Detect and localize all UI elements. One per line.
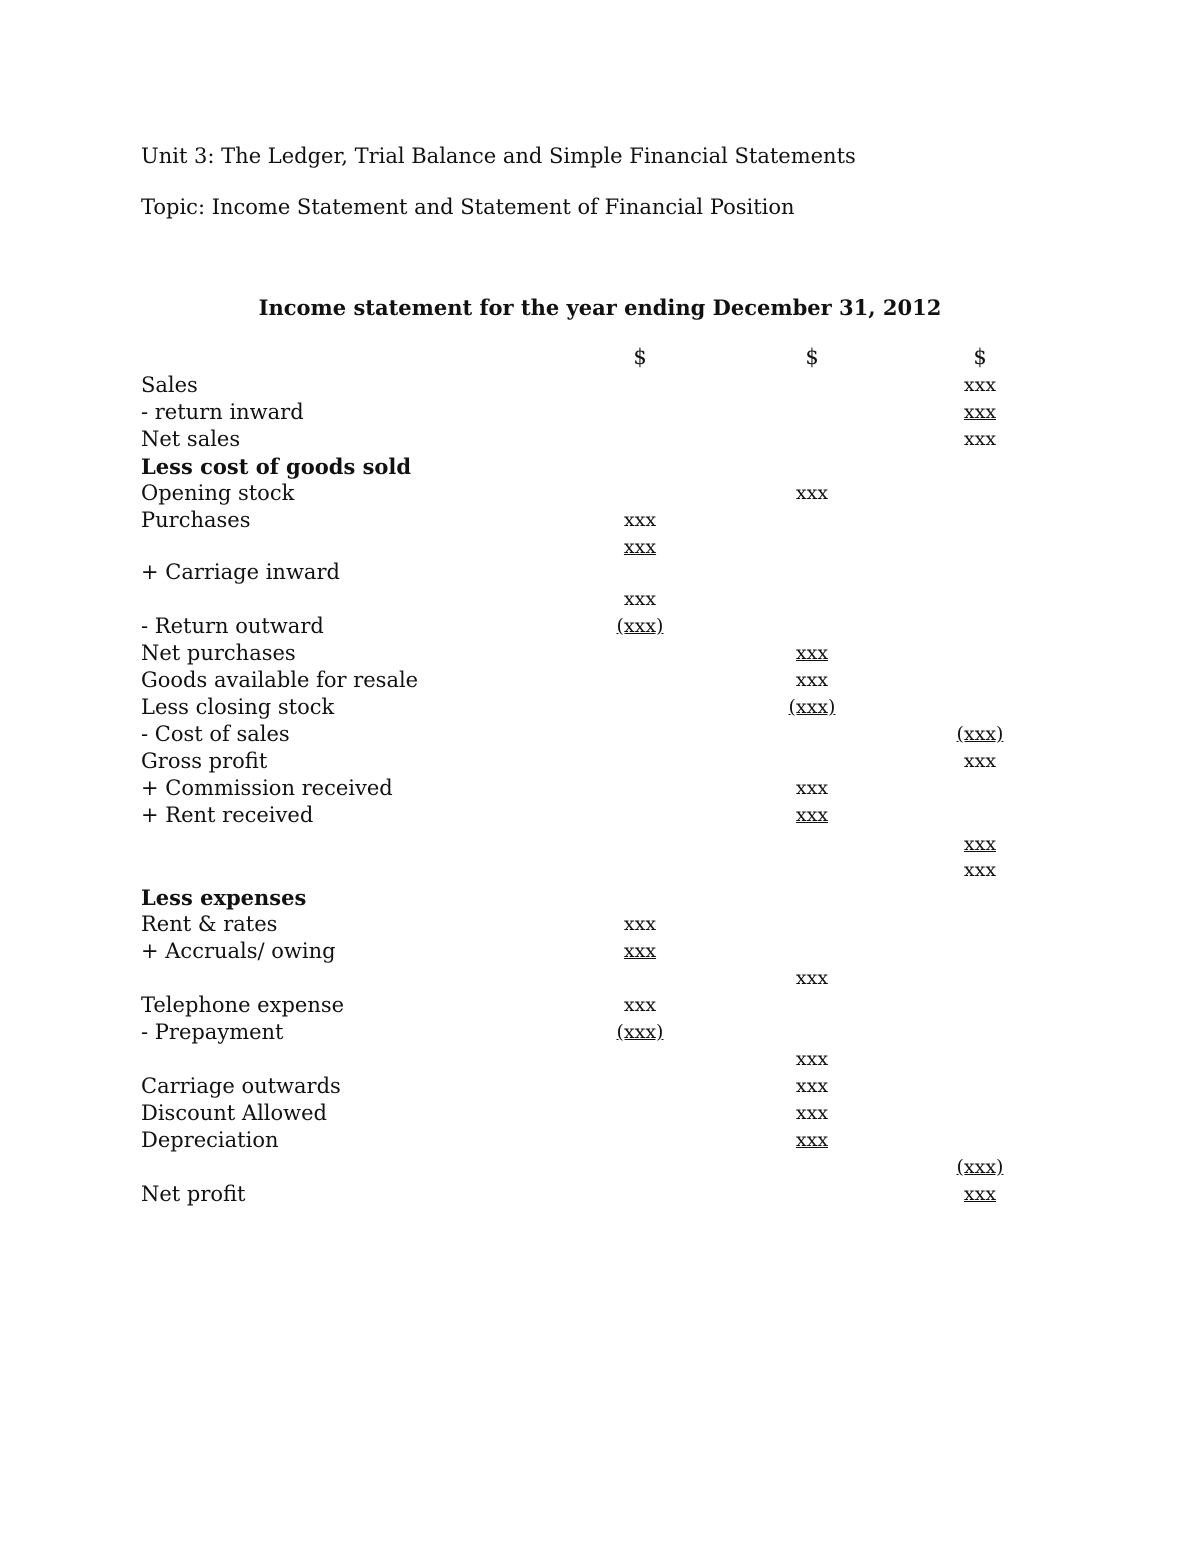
amount-column-2: xxx	[795, 967, 829, 989]
row-label: Gross profit	[141, 749, 268, 773]
row-label: + Carriage inward	[141, 560, 340, 584]
statement-row	[0, 507, 1200, 534]
statement-row	[0, 1100, 1200, 1127]
statement-row	[0, 559, 1200, 586]
row-label: + Rent received	[141, 803, 314, 827]
row-label: Less cost of goods sold	[141, 454, 412, 479]
row-label: Discount Allowed	[141, 1101, 327, 1125]
row-label: Depreciation	[141, 1128, 279, 1152]
column-header-3: $	[973, 345, 987, 369]
statement-row	[0, 534, 1200, 561]
amount-column-3: xxx	[963, 401, 997, 423]
column-header-1: $	[633, 345, 647, 369]
row-label: + Accruals/ owing	[141, 939, 336, 963]
amount-column-2: xxx	[795, 1075, 829, 1097]
statement-row	[0, 884, 1200, 911]
amount-column-1: xxx	[623, 536, 657, 558]
row-label: Purchases	[141, 508, 251, 532]
amount-column-1: xxx	[623, 940, 657, 962]
statement-row	[0, 1154, 1200, 1181]
statement-row	[0, 938, 1200, 965]
unit-title: Unit 3: The Ledger, Trial Balance and Simple Financial Statements	[141, 144, 856, 168]
row-label: Net sales	[141, 427, 241, 451]
statement-row	[0, 399, 1200, 426]
amount-column-3: xxx	[963, 1183, 997, 1205]
row-label: Net purchases	[141, 641, 296, 665]
statement-row	[0, 453, 1200, 480]
row-label: Rent & rates	[141, 912, 278, 936]
amount-column-2: xxx	[795, 804, 829, 826]
amount-column-1: xxx	[623, 913, 657, 935]
amount-column-1: (xxx)	[616, 1021, 664, 1043]
amount-column-2: xxx	[795, 1129, 829, 1151]
row-label: - Prepayment	[141, 1020, 284, 1044]
row-label: Less closing stock	[141, 695, 335, 719]
amount-column-2: (xxx)	[788, 696, 836, 718]
amount-column-3: xxx	[963, 750, 997, 772]
statement-title: Income statement for the year ending December 31, 2012	[258, 295, 942, 320]
statement-row	[0, 667, 1200, 694]
amount-column-2: xxx	[795, 642, 829, 664]
statement-row	[0, 965, 1200, 992]
statement-row	[0, 831, 1200, 858]
statement-row	[0, 911, 1200, 938]
row-label: Goods available for resale	[141, 668, 419, 692]
amount-column-3: (xxx)	[956, 723, 1004, 745]
row-label: Telephone expense	[141, 993, 345, 1017]
row-label: Sales	[141, 373, 198, 397]
statement-row	[0, 640, 1200, 667]
statement-row	[0, 1019, 1200, 1046]
amount-column-3: xxx	[963, 428, 997, 450]
row-label: - Return outward	[141, 614, 324, 638]
row-label: Less expenses	[141, 885, 307, 910]
amount-column-1: xxx	[623, 509, 657, 531]
row-label: Opening stock	[141, 481, 295, 505]
amount-column-3: xxx	[963, 859, 997, 881]
row-label: Net profit	[141, 1182, 246, 1206]
statement-row	[0, 694, 1200, 721]
statement-row	[0, 613, 1200, 640]
amount-column-3: (xxx)	[956, 1156, 1004, 1178]
row-label: - Cost of sales	[141, 722, 290, 746]
row-label: - return inward	[141, 400, 304, 424]
topic-line: Topic: Income Statement and Statement of Financial Position	[141, 195, 795, 219]
statement-row	[0, 992, 1200, 1019]
amount-column-2: xxx	[795, 1048, 829, 1070]
statement-row	[0, 721, 1200, 748]
statement-row	[0, 426, 1200, 453]
statement-row	[0, 1127, 1200, 1154]
statement-row	[0, 1181, 1200, 1208]
row-label: + Commission received	[141, 776, 393, 800]
statement-row	[0, 775, 1200, 802]
statement-row	[0, 748, 1200, 775]
amount-column-3: xxx	[963, 833, 997, 855]
statement-row	[0, 857, 1200, 884]
amount-column-2: xxx	[795, 1102, 829, 1124]
amount-column-1: (xxx)	[616, 615, 664, 637]
amount-column-2: xxx	[795, 482, 829, 504]
amount-column-1: xxx	[623, 588, 657, 610]
row-label: Carriage outwards	[141, 1074, 341, 1098]
amount-column-3: xxx	[963, 374, 997, 396]
amount-column-2: xxx	[795, 777, 829, 799]
statement-row	[0, 372, 1200, 399]
statement-row	[0, 1073, 1200, 1100]
amount-column-1: xxx	[623, 994, 657, 1016]
amount-column-2: xxx	[795, 669, 829, 691]
statement-row	[0, 586, 1200, 613]
statement-row	[0, 802, 1200, 829]
statement-row	[0, 1046, 1200, 1073]
column-header-2: $	[805, 345, 819, 369]
statement-row	[0, 480, 1200, 507]
